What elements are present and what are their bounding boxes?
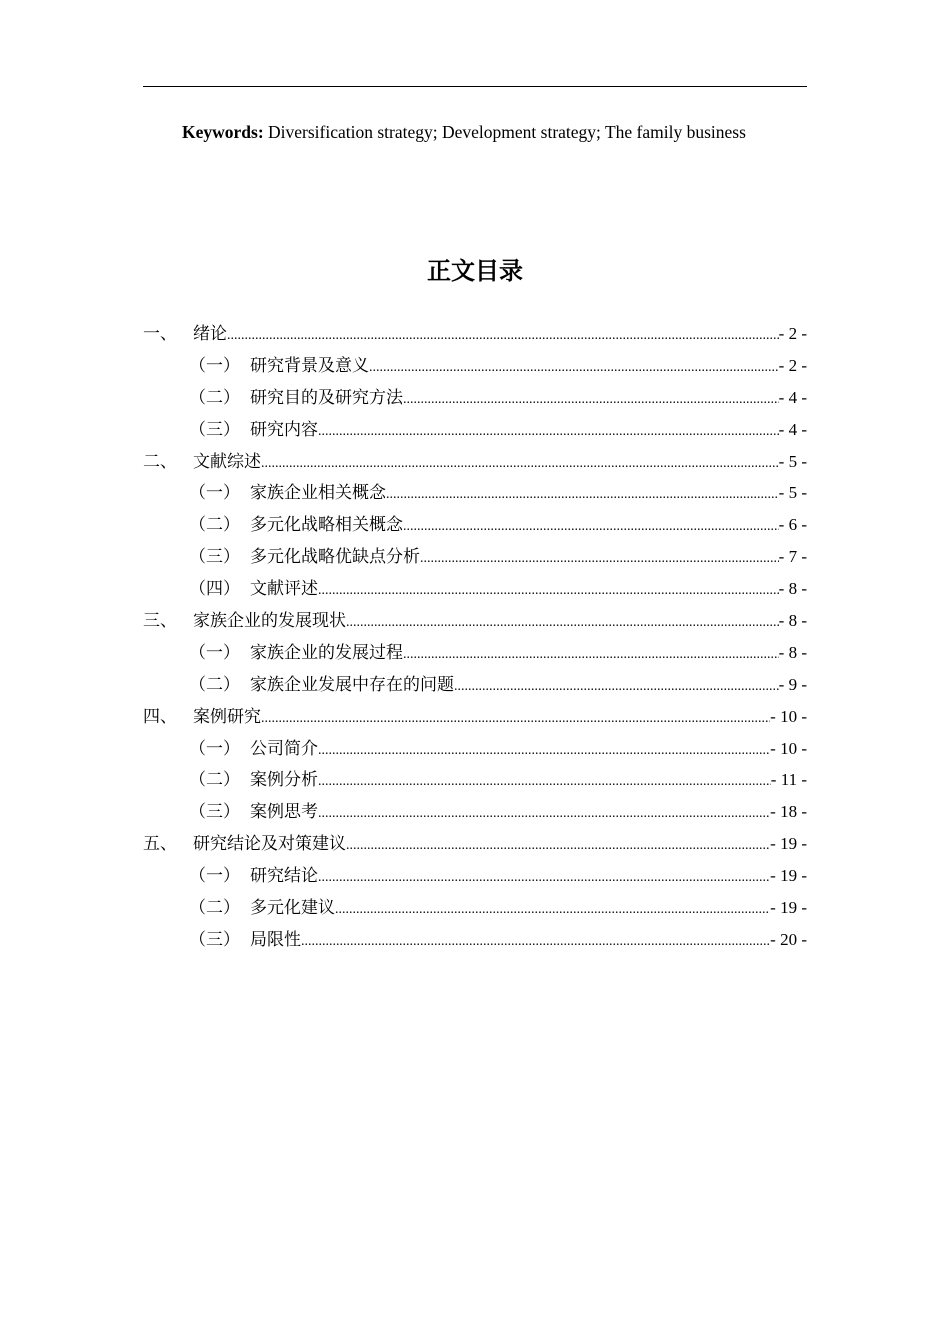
keywords-text: Diversification strategy; Development strategy; The family business — [263, 122, 746, 142]
toc-entry-number: （一） — [189, 866, 240, 886]
toc-entry-number: （二） — [189, 515, 240, 535]
toc-entry-number: （一） — [189, 355, 240, 375]
toc-dot-leader — [403, 515, 779, 539]
toc-entry-page-number: - 5 - — [778, 483, 807, 503]
toc-dot-leader — [403, 643, 779, 667]
toc-entry-label: 家族企业相关概念 — [250, 483, 386, 503]
toc-entry-label: 多元化战略相关概念 — [250, 515, 403, 535]
toc-entry-label: 研究结论 — [250, 866, 318, 886]
toc-entry-label: 绪论 — [193, 324, 227, 343]
toc-entry-number: （二） — [189, 770, 240, 790]
toc-entry-label: 案例分析 — [250, 770, 318, 790]
toc-entry-page-number: - 10 - — [770, 706, 807, 726]
toc-entry-number: （三） — [189, 419, 240, 439]
toc-title: 正文目录 — [427, 257, 523, 285]
toc-dot-leader — [386, 483, 779, 507]
toc-entry-number: 二、 — [143, 451, 177, 471]
toc-entry-label: 案例研究 — [193, 706, 261, 726]
toc-entry-label: 多元化战略优缺点分析 — [250, 547, 420, 567]
toc-entry-number: （一） — [189, 483, 240, 503]
toc-entry-number: （二） — [189, 898, 240, 918]
toc-entry[interactable] — [143, 768, 807, 800]
toc-entry-number: 三、 — [143, 611, 177, 631]
keywords-line — [182, 120, 746, 144]
toc-dot-leader — [420, 547, 779, 571]
toc-dot-leader — [227, 324, 779, 348]
toc-entry-number: （一） — [189, 738, 240, 758]
toc-entry-label: 家族企业的发展过程 — [250, 642, 403, 662]
toc-dot-leader — [369, 356, 779, 380]
toc-entry[interactable] — [143, 545, 807, 577]
toc-entry[interactable] — [143, 354, 807, 386]
toc-entry-label: 家族企业的发展现状 — [193, 611, 346, 631]
toc-entry-label: 文献综述 — [193, 451, 261, 471]
toc-dot-leader — [335, 898, 770, 922]
toc-dot-leader — [261, 452, 779, 476]
toc-dot-leader — [403, 388, 779, 412]
toc-entry[interactable] — [143, 481, 807, 513]
toc-entry-number: （四） — [189, 579, 240, 599]
toc-entry[interactable] — [143, 832, 807, 864]
toc-entry[interactable] — [143, 641, 807, 673]
toc-entry-page-number: - 18 - — [770, 802, 807, 822]
toc-dot-leader — [261, 707, 770, 731]
toc-dot-leader — [346, 834, 770, 858]
keywords-label: Keywords: — [182, 122, 264, 142]
toc-entry[interactable] — [143, 673, 807, 705]
toc-entry-number: 四、 — [143, 706, 177, 726]
toc-dot-leader — [454, 675, 779, 699]
toc-dot-leader — [318, 866, 770, 890]
toc-dot-leader — [318, 420, 779, 444]
toc-entry-page-number: - 10 - — [770, 738, 807, 758]
table-of-contents — [143, 322, 807, 960]
toc-dot-leader — [318, 802, 770, 826]
toc-entry-label: 研究内容 — [250, 419, 318, 439]
toc-entry[interactable] — [143, 800, 807, 832]
toc-entry[interactable] — [143, 418, 807, 450]
toc-dot-leader — [318, 579, 779, 603]
toc-entry[interactable] — [143, 450, 807, 482]
toc-entry-label: 研究结论及对策建议 — [193, 834, 346, 854]
toc-entry[interactable] — [143, 386, 807, 418]
toc-entry-label: 局限性 — [250, 929, 301, 949]
toc-entry-label: 公司简介 — [250, 738, 318, 758]
toc-entry-page-number: - 8 - — [778, 579, 807, 599]
toc-entry[interactable] — [143, 864, 807, 896]
toc-entry-page-number: - 6 - — [778, 515, 807, 535]
toc-entry-page-number: - 19 - — [770, 866, 807, 886]
toc-entry-page-number: - 2 - — [778, 324, 807, 343]
toc-entry[interactable] — [143, 577, 807, 609]
toc-entry-page-number: - 20 - — [770, 929, 807, 949]
header-rule — [143, 86, 807, 87]
toc-entry-number: 一、 — [143, 324, 177, 343]
toc-entry-page-number: - 7 - — [778, 547, 807, 567]
toc-entry-number: （三） — [189, 547, 240, 567]
toc-entry-number: （三） — [189, 929, 240, 949]
toc-entry-page-number: - 19 - — [770, 898, 807, 918]
toc-entry-label: 家族企业发展中存在的问题 — [250, 674, 454, 694]
toc-dot-leader — [346, 611, 779, 635]
toc-entry-number: （三） — [189, 802, 240, 822]
toc-entry-page-number: - 9 - — [778, 674, 807, 694]
toc-entry-page-number: - 8 - — [778, 611, 807, 631]
toc-entry[interactable] — [143, 513, 807, 545]
toc-entry[interactable] — [143, 322, 807, 354]
toc-entry-page-number: - 19 - — [770, 834, 807, 854]
toc-dot-leader — [301, 930, 770, 954]
toc-entry-number: （二） — [189, 387, 240, 407]
toc-entry-label: 文献评述 — [250, 579, 318, 599]
toc-entry-page-number: - 8 - — [778, 642, 807, 662]
toc-entry[interactable] — [143, 609, 807, 641]
toc-entry-number: （一） — [189, 642, 240, 662]
toc-entry-number: 五、 — [143, 834, 177, 854]
toc-entry-page-number: - 2 - — [778, 355, 807, 375]
toc-entry[interactable] — [143, 705, 807, 737]
toc-entry-label: 研究背景及意义 — [250, 355, 369, 375]
toc-dot-leader — [318, 739, 770, 763]
toc-entry-label: 研究目的及研究方法 — [250, 387, 403, 407]
toc-dot-leader — [318, 770, 771, 794]
toc-entry-number: （二） — [189, 674, 240, 694]
toc-entry[interactable] — [143, 928, 807, 960]
toc-entry-label: 案例思考 — [250, 802, 318, 822]
toc-entry-label: 多元化建议 — [250, 898, 335, 918]
toc-entry-page-number: - 4 - — [778, 387, 807, 407]
toc-entry-page-number: - 5 - — [778, 451, 807, 471]
toc-entry[interactable] — [143, 737, 807, 769]
toc-entry-page-number: - 4 - — [778, 419, 807, 439]
toc-entry[interactable] — [143, 896, 807, 928]
toc-entry-page-number: - 11 - — [770, 770, 807, 790]
